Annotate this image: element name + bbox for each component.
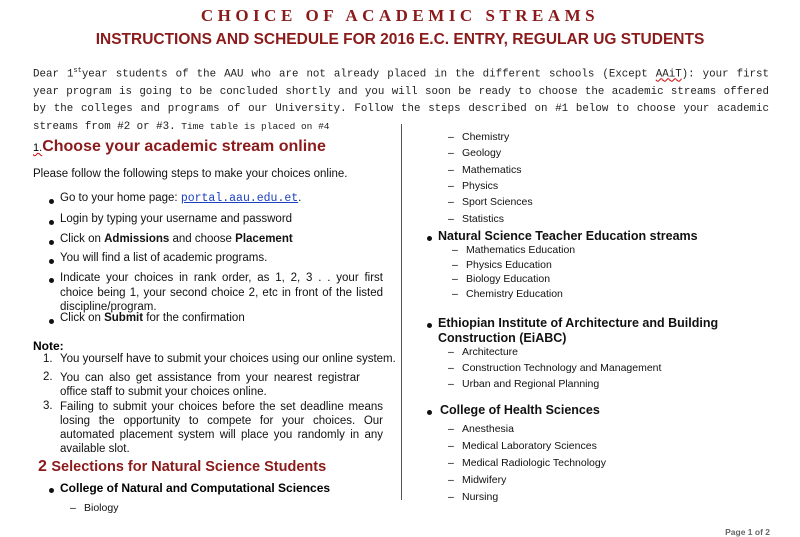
note-item-3: Failing to submit your choices before the set deadline means losing the opportunity to compete for your choices. Our automated placement system will place you randomly in any available slot. bbox=[60, 401, 383, 455]
program-sport-sciences: Sport Sciences bbox=[462, 196, 533, 208]
note-label: Note: bbox=[33, 339, 64, 353]
step-list-programs: You will find a list of academic programs. bbox=[60, 252, 268, 264]
program-chemistry: Chemistry bbox=[462, 131, 510, 143]
program-biology-education: Biology Education bbox=[466, 273, 551, 285]
program-medical-laboratory: Medical Laboratory Sciences bbox=[462, 440, 597, 452]
note-number-1: 1. bbox=[43, 353, 53, 365]
section-1-heading: 1.Choose your academic stream online bbox=[33, 138, 326, 155]
document-title: CHOICE OF ACADEMIC STREAMS bbox=[200, 6, 600, 25]
program-physics-education: Physics Education bbox=[466, 259, 552, 271]
health-sciences-heading: College of Health Sciences bbox=[440, 403, 600, 417]
program-biology: Biology bbox=[84, 502, 119, 514]
step-login: Login by typing your username and password bbox=[60, 213, 293, 225]
program-physics: Physics bbox=[462, 180, 499, 192]
page-number: Page 1 of 2 bbox=[725, 527, 770, 537]
note-number-2: 2. bbox=[43, 371, 53, 383]
program-architecture: Architecture bbox=[462, 346, 519, 358]
program-construction-technology: Construction Technology and Management bbox=[462, 362, 662, 374]
college-natural-computational: College of Natural and Computational Sciences bbox=[60, 481, 331, 495]
step-submit: Click on Submit for the confirmation bbox=[60, 312, 245, 324]
program-statistics: Statistics bbox=[462, 213, 505, 225]
program-chemistry-education: Chemistry Education bbox=[466, 288, 563, 300]
note-number-3: 3. bbox=[43, 400, 53, 412]
teacher-education-heading: Natural Science Teacher Education streams bbox=[438, 229, 698, 243]
column-divider bbox=[401, 124, 402, 500]
document-subtitle: INSTRUCTIONS AND SCHEDULE FOR 2016 E.C. ENTRY, REGULAR UG STUDENTS bbox=[95, 31, 705, 48]
section-1-lead: Please follow the following steps to make your choices online. bbox=[33, 168, 348, 180]
program-medical-radiologic: Medical Radiologic Technology bbox=[462, 457, 606, 469]
program-anesthesia: Anesthesia bbox=[462, 423, 514, 435]
step-home-page: Go to your home page: portal.aau.edu.et. bbox=[60, 192, 302, 205]
program-mathematics: Mathematics bbox=[462, 164, 522, 176]
program-midwifery: Midwifery bbox=[462, 474, 507, 486]
note-item-2: You can also get assistance from your nearest registrar office staff to submit your choices online. bbox=[60, 372, 360, 398]
program-geology: Geology bbox=[462, 147, 502, 159]
step-admissions: Click on Admissions and choose Placement bbox=[60, 233, 293, 245]
section-2-heading: 2 Selections for Natural Science Students bbox=[38, 458, 327, 475]
note-item-1: You yourself have to submit your choices using our online system. bbox=[60, 353, 396, 365]
portal-link[interactable]: portal.aau.edu.et bbox=[180, 192, 299, 205]
eiabc-heading-line1: Ethiopian Institute of Architecture and Building bbox=[438, 316, 719, 330]
program-nursing: Nursing bbox=[462, 491, 499, 503]
intro-paragraph: Dear 1styear students of the AAU who are not already placed in the different schools (Except AAiT): your first year program is going to be concluded shortly and you will soon be ready to choose the academic streams offered by the colleges and programs of our University. Follow the steps described on #1 below to choose your academic streams from #2 or #3. Time table is placed on #4 bbox=[33, 67, 769, 133]
eiabc-heading-line2: Construction (EiABC) bbox=[438, 331, 567, 345]
step-rank-order: Indicate your choices in rank order, as 1, 2, 3 . . your first choice being 1, your second choice 2, etc in front of the listed discipline/program. bbox=[60, 272, 383, 313]
program-urban-regional-planning: Urban and Regional Planning bbox=[462, 378, 600, 390]
program-mathematics-education: Mathematics Education bbox=[466, 244, 576, 256]
